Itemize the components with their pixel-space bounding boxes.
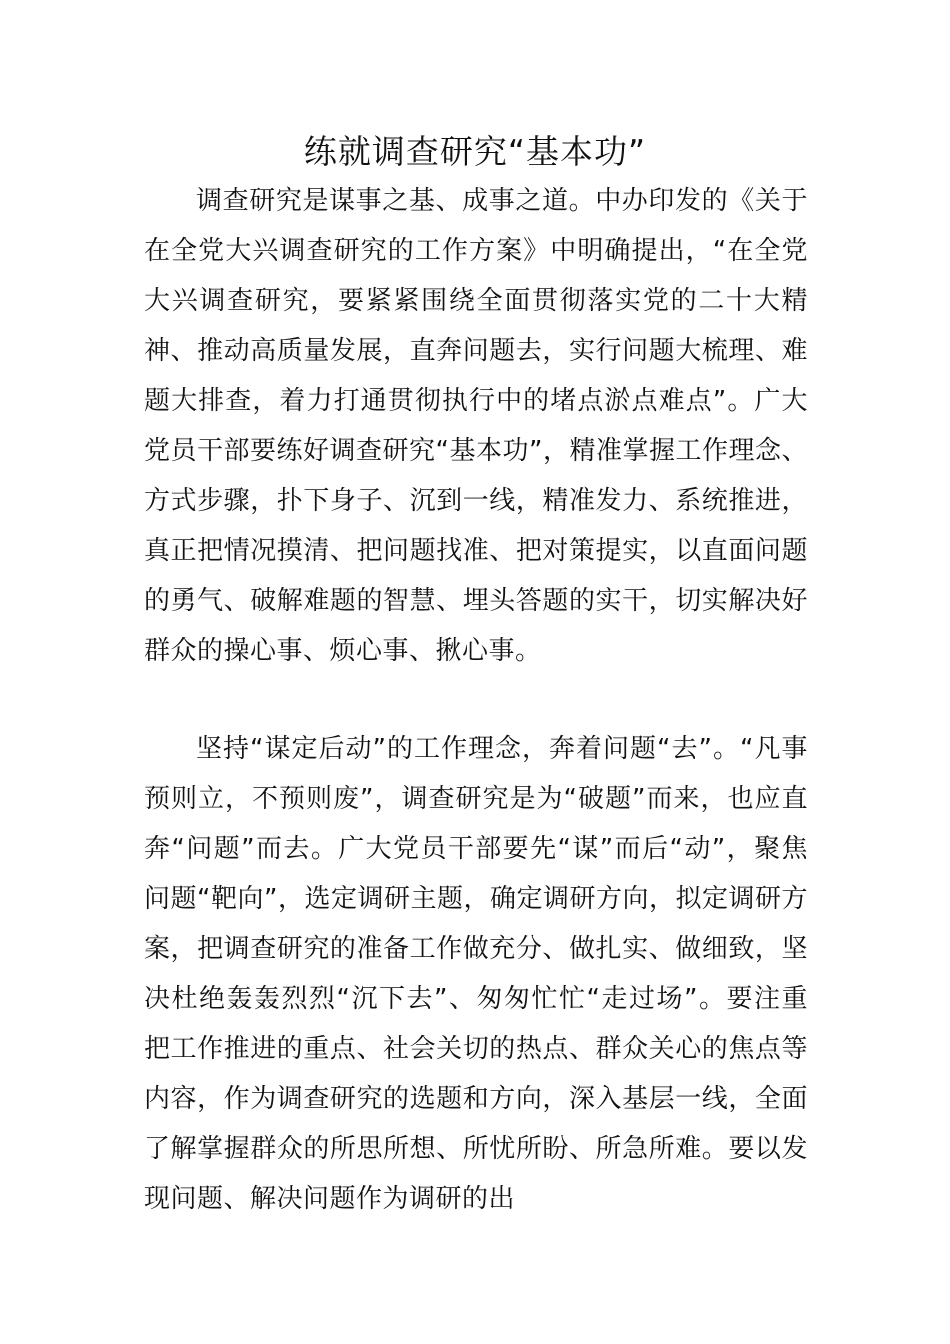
paragraph-section-1: 坚持“谋定后动”的工作理念，奔着问题“去”。“凡事预则立，不预则废”，调查研究是为“破题”而来，也应直奔“问题”而去。广大党员干部要先“谋”而后“动”，聚焦问题“靶向”，选定调研主题，确定调研方向，拟定调研方案，把调查研究的准备工作做充分、做扎实、做细致，坚决杜绝轰轰烈烈“沉下去”、匆匆忙忙“走过场”。要注重把工作推进的重点、社会关切的热点、群众关心的焦点等内容，作为调查研究的选题和方向，深入基层一线，全面了解掌握群众的所思所想、所忧所盼、所急所难。要以发现问题、解决问题作为调研的出 (144, 734, 808, 1214)
paragraph-intro: 调查研究是谋事之基、成事之道。中办印发的《关于在全党大兴调查研究的工作方案》中明确提出，“在全党大兴调查研究，要紧紧围绕全面贯彻落实党的二十大精神、推动高质量发展，直奔问题去，实行问题大梳理、难题大排查，着力打通贯彻执行中的堵点淤点难点”。广大党员干部要练好调查研究“基本功”，精准掌握工作理念、方式步骤，扑下身子、沉到一线，精准发力、系统推进，真正把情况摸清、把问题找准、把对策提实，以直面问题的勇气、破解难题的智慧、埋头答题的实干，切实解决好群众的操心事、烦心事、揪心事。 (144, 186, 808, 666)
document-title: 练就调查研究“基本功” (303, 132, 647, 171)
